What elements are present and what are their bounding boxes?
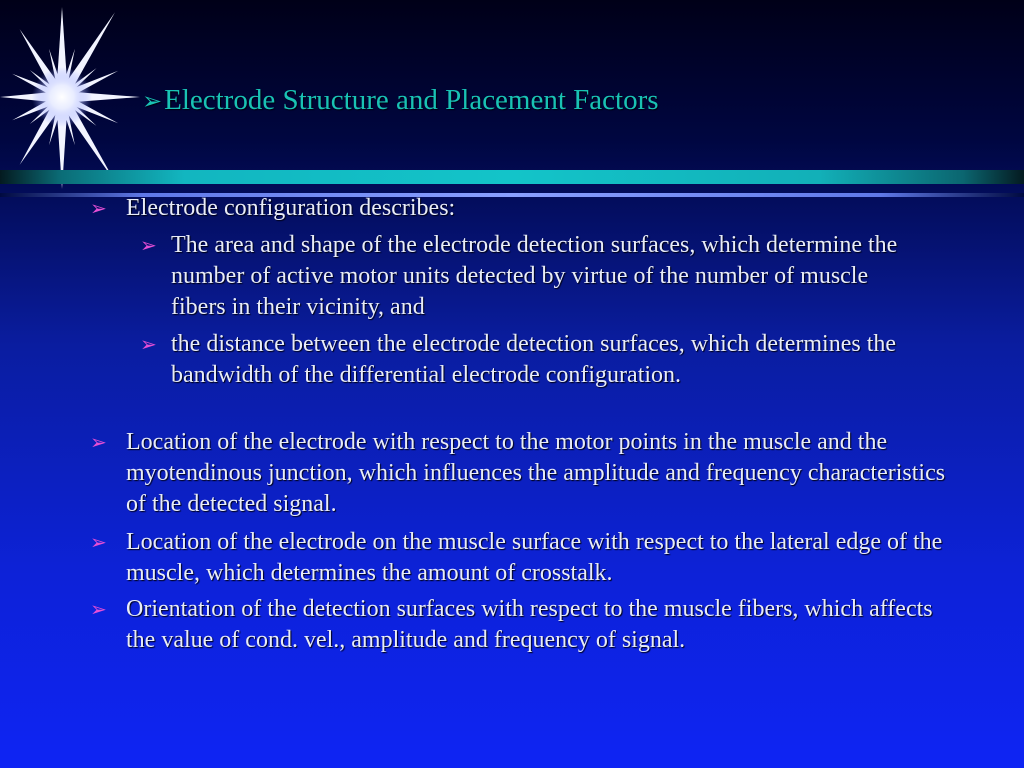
list-item: The area and shape of the electrode detection surfaces, which determine the number of active motor units detected by virtue of the number of muscle fibers in their vicinity, and (171, 232, 898, 320)
list-item: the distance between the electrode detection surfaces, which determines the bandwidth of the differential electrode configuration. (171, 331, 897, 388)
arrow-bullet-icon: ➢ (90, 196, 107, 220)
list-item: Electrode configuration describes: (126, 195, 456, 221)
arrow-bullet-icon: ➢ (140, 332, 157, 356)
list-item: Location of the electrode with respect to the motor points in the muscle and the myotendinous junction, which influences the amplitude and frequency characteristics of the detected signal. (126, 429, 946, 517)
arrow-bullet-icon: ➢ (142, 89, 163, 115)
arrow-bullet-icon: ➢ (90, 430, 107, 454)
arrow-bullet-icon: ➢ (90, 530, 107, 554)
arrow-bullet-icon: ➢ (90, 597, 107, 621)
title-text: Electrode Structure and Placement Factors (164, 84, 659, 116)
list-item: Orientation of the detection surfaces with respect to the muscle fibers, which affects the value of cond. vel., amplitude and frequency of signal. (126, 596, 933, 653)
arrow-bullet-icon: ➢ (140, 233, 157, 257)
list-item: Location of the electrode on the muscle surface with respect to the lateral edge of the muscle, which determines the amount of crosstalk. (126, 529, 943, 586)
